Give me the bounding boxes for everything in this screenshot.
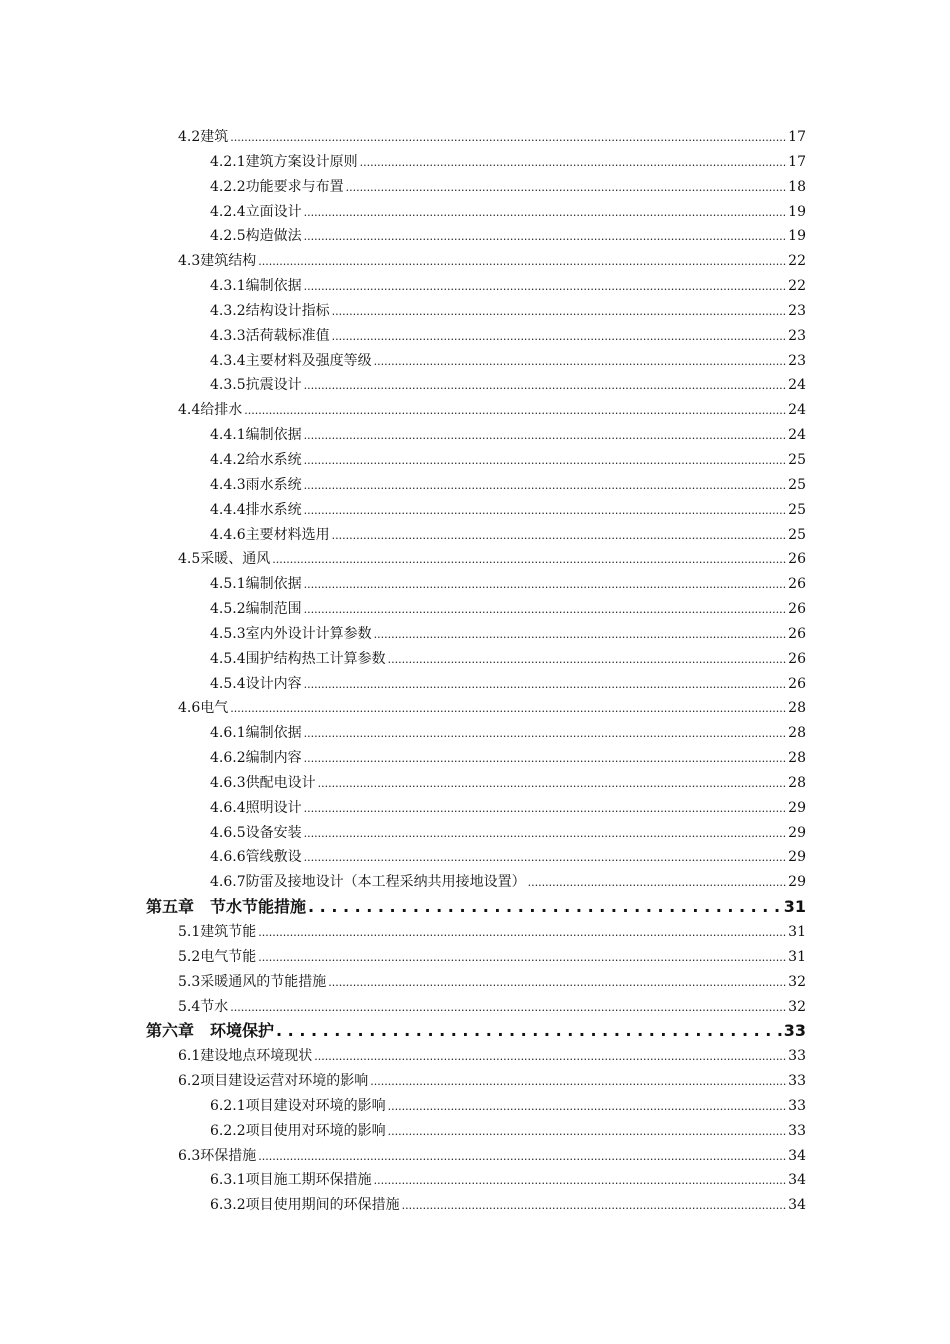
toc-entry-title: 4.6.1编制依据 [210,725,302,742]
dot-leader [230,696,786,722]
toc-entry-page-number: 31 [788,924,806,940]
toc-entry-page-number: 28 [788,725,806,742]
toc-entry-title: 6.3环保措施 [178,1147,257,1164]
toc-entry-page-number: 29 [788,824,806,841]
toc-entry[interactable] [146,224,806,249]
toc-entry[interactable] [146,1069,806,1094]
dot-leader [308,895,782,920]
toc-entry-page-number: 22 [788,278,806,295]
dot-leader [258,945,786,971]
toc-entry-title: 4.6.2编制内容 [210,750,302,767]
toc-entry-title: 4.3.3活荷载标准值 [210,327,330,344]
toc-entry-page-number: 24 [788,427,806,444]
toc-entry-title: 4.6.6管线敷设 [210,849,302,866]
toc-entry-title: 4.2.5构造做法 [210,228,302,245]
dot-leader [402,1193,787,1219]
toc-entry-page-number: 23 [788,352,806,369]
dot-leader [230,995,786,1021]
dot-leader [304,274,787,300]
dot-leader [332,523,787,549]
toc-entry-title: 4.2.4立面设计 [210,203,302,220]
dot-leader [258,1144,786,1170]
toc-entry-title: 4.2建筑 [178,129,229,145]
toc-entry[interactable] [146,920,806,945]
dot-leader [304,721,787,747]
toc-entry[interactable] [146,746,806,771]
dot-leader [374,622,787,648]
toc-entry-page-number: 26 [788,551,806,568]
toc-entry-page-number: 24 [788,402,806,419]
toc-entry[interactable] [146,349,806,374]
toc-chapter-entry[interactable] [146,895,806,920]
toc-entry[interactable] [146,572,806,597]
toc-entry-page-number: 23 [788,302,806,319]
toc-entry[interactable] [146,970,806,995]
toc-entry-page-number: 19 [788,203,806,220]
toc-entry[interactable] [146,125,806,150]
toc-entry-page-number: 26 [788,650,806,667]
toc-entry[interactable] [146,547,806,572]
toc-entry-page-number: 25 [788,476,806,493]
dot-leader [304,746,787,772]
dot-leader [346,175,787,201]
toc-entry-title: 6.1建设地点环境现状 [178,1048,313,1065]
toc-entry-page-number: 26 [788,601,806,618]
toc-entry-page-number: 28 [788,750,806,767]
toc-chapter-entry[interactable] [146,1019,806,1044]
toc-entry-page-number: 33 [788,1048,806,1065]
toc-entry[interactable] [146,249,806,274]
toc-entry[interactable] [146,622,806,647]
toc-entry-page-number: 29 [788,799,806,816]
toc-entry-page-number: 32 [788,998,806,1015]
toc-entry-title: 4.5.2编制范围 [210,601,302,618]
toc-entry-page-number: 25 [788,526,806,543]
toc-entry-page-number: 23 [788,327,806,344]
toc-entry[interactable] [146,175,806,200]
toc-entry[interactable] [146,1168,806,1193]
toc-entry-title: 4.6.4照明设计 [210,799,302,816]
toc-entry-page-number: 29 [788,849,806,866]
dot-leader [304,473,787,499]
toc-entry-page-number: 17 [788,129,806,145]
toc-entry-page-number: 33 [788,1122,806,1139]
dot-leader [304,597,787,623]
toc-entry-page-number: 31 [788,948,806,965]
dot-leader [276,1019,782,1044]
dot-leader [388,1094,787,1120]
dot-leader [304,821,787,847]
dot-leader [304,845,787,871]
toc-entry[interactable] [146,523,806,548]
toc-entry-page-number: 22 [788,253,806,270]
toc-entry-title: 4.4.4排水系统 [210,501,302,518]
toc-entry-page-number: 29 [788,874,806,891]
toc-entry[interactable] [146,274,806,299]
dot-leader [332,324,787,350]
toc-entry[interactable] [146,672,806,697]
dot-leader [304,200,787,226]
toc-entry-page-number: 25 [788,451,806,468]
dot-leader [374,349,787,375]
toc-entry-title: 第五章 节水节能措施 [146,897,307,917]
dot-leader [370,1069,786,1095]
toc-entry[interactable] [146,373,806,398]
toc-entry-title: 4.6电气 [178,700,229,717]
toc-entry[interactable] [146,696,806,721]
toc-entry[interactable] [146,498,806,523]
toc-entry-title: 4.3.5抗震设计 [210,377,302,394]
toc-entry[interactable] [146,423,806,448]
toc-entry[interactable] [146,721,806,746]
toc-entry[interactable] [146,945,806,970]
toc-entry-title: 4.4.3雨水系统 [210,476,302,493]
toc-entry-title: 5.3采暖通风的节能措施 [178,973,327,990]
toc-entry[interactable] [146,870,806,895]
toc-entry-title: 6.2.1项目建设对环境的影响 [210,1097,386,1114]
toc-entry[interactable] [146,845,806,870]
toc-entry[interactable] [146,200,806,225]
toc-entry-title: 4.3.2结构设计指标 [210,302,330,319]
toc-entry-title: 6.2项目建设运营对环境的影响 [178,1073,369,1090]
toc-entry[interactable] [146,1119,806,1144]
toc-entry-page-number: 31 [783,897,806,917]
toc-entry-page-number: 26 [788,675,806,692]
dot-leader [304,423,787,449]
toc-entry-title: 4.5.3室内外设计计算参数 [210,625,372,642]
toc-entry-page-number: 32 [788,973,806,990]
toc-entry-page-number: 34 [788,1147,806,1164]
toc-entry[interactable] [146,473,806,498]
toc-entry-title: 4.2.1建筑方案设计原则 [210,153,358,170]
table-of-contents [146,125,806,1218]
toc-entry[interactable] [146,150,806,175]
toc-entry[interactable] [146,299,806,324]
toc-entry-title: 4.2.2功能要求与布置 [210,178,344,195]
toc-entry-title: 5.4节水 [178,998,229,1015]
dot-leader [304,572,787,598]
toc-entry-page-number: 25 [788,501,806,518]
toc-entry-page-number: 34 [788,1197,806,1214]
toc-entry-page-number: 18 [788,178,806,195]
toc-entry-title: 4.5.1编制依据 [210,576,302,593]
toc-entry-title: 6.3.1项目施工期环保措施 [210,1172,372,1189]
dot-leader [304,224,787,250]
toc-entry-title: 4.5.4设计内容 [210,675,302,692]
dot-leader [304,672,787,698]
toc-entry-page-number: 34 [788,1172,806,1189]
toc-entry-page-number: 33 [788,1073,806,1090]
dot-leader [244,398,786,424]
toc-entry-title: 4.3建筑结构 [178,253,257,270]
toc-entry[interactable] [146,995,806,1020]
toc-entry-page-number: 28 [788,774,806,791]
toc-entry-title: 4.5采暖、通风 [178,551,271,568]
dot-leader [328,970,786,996]
toc-entry[interactable] [146,1193,806,1218]
dot-leader [332,299,787,325]
dot-leader [360,150,787,176]
toc-entry-title: 4.3.1编制依据 [210,278,302,295]
dot-leader [230,125,786,151]
toc-entry-title: 第六章 环境保护 [146,1021,275,1041]
toc-entry-title: 4.6.3供配电设计 [210,774,316,791]
toc-entry[interactable] [146,821,806,846]
toc-entry-page-number: 19 [788,228,806,245]
toc-entry-title: 4.4.2给水系统 [210,451,302,468]
dot-leader [388,647,787,673]
toc-entry-page-number: 33 [788,1097,806,1114]
toc-entry-title: 4.6.5设备安装 [210,824,302,841]
toc-entry-title: 4.4.1编制依据 [210,427,302,444]
dot-leader [304,498,787,524]
toc-entry-title: 4.6.7防雷及接地设计（本工程采纳共用接地设置） [210,874,526,891]
toc-entry[interactable] [146,597,806,622]
toc-entry-page-number: 17 [788,153,806,170]
dot-leader [304,373,787,399]
dot-leader [388,1119,787,1145]
toc-entry[interactable] [146,448,806,473]
toc-entry[interactable] [146,1094,806,1119]
toc-entry-title: 6.3.2项目使用期间的环保措施 [210,1197,400,1214]
toc-entry[interactable] [146,796,806,821]
toc-entry[interactable] [146,1144,806,1169]
toc-entry-title: 4.4.6主要材料选用 [210,526,330,543]
toc-entry-page-number: 24 [788,377,806,394]
dot-leader [314,1044,786,1070]
dot-leader [374,1168,787,1194]
toc-entry-title: 4.3.4主要材料及强度等级 [210,352,372,369]
toc-entry-page-number: 26 [788,625,806,642]
toc-entry[interactable] [146,1044,806,1069]
toc-entry-title: 4.4给排水 [178,402,243,419]
toc-entry[interactable] [146,771,806,796]
dot-leader [318,771,787,797]
dot-leader [258,920,786,946]
dot-leader [272,547,786,573]
toc-entry-title: 5.2电气节能 [178,948,257,965]
toc-entry[interactable] [146,647,806,672]
toc-entry-title: 4.5.4围护结构热工计算参数 [210,650,386,667]
toc-entry-page-number: 28 [788,700,806,717]
toc-entry-title: 5.1建筑节能 [178,924,257,940]
dot-leader [304,448,787,474]
dot-leader [528,870,787,896]
toc-entry-page-number: 33 [783,1021,806,1041]
dot-leader [258,249,786,275]
toc-entry[interactable] [146,398,806,423]
toc-entry[interactable] [146,324,806,349]
dot-leader [304,796,787,822]
toc-entry-page-number: 26 [788,576,806,593]
toc-entry-title: 6.2.2项目使用对环境的影响 [210,1122,386,1139]
